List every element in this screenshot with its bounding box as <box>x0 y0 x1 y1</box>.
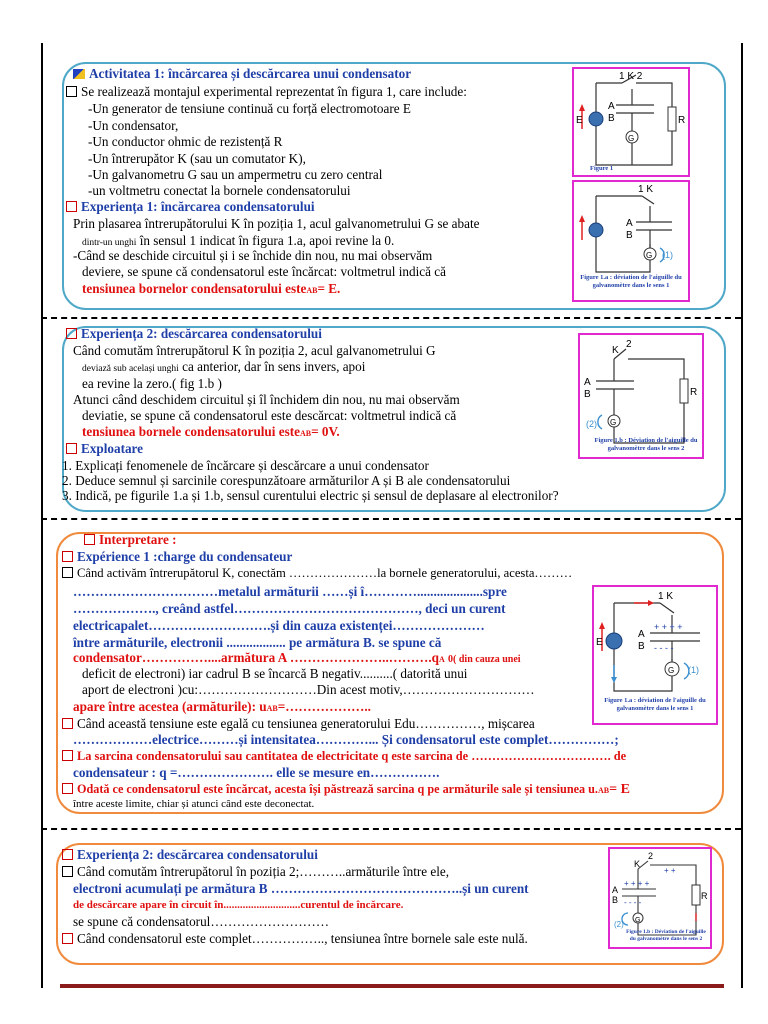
label-a: A <box>612 885 619 895</box>
label-k: 1 K 2 <box>619 71 643 82</box>
label-k: 1 K <box>658 591 674 602</box>
label-r: R <box>678 115 686 126</box>
bullet-icon <box>62 567 73 578</box>
section1-title-line <box>73 66 411 81</box>
figure-caption: Figure 1 <box>590 165 614 172</box>
label-k: 1 K <box>638 184 654 195</box>
bullet-icon <box>62 933 73 944</box>
label-sense-2: (2) <box>614 920 624 929</box>
interp-text: ………………., creând astfel……………………………………, deci un curent <box>73 601 506 616</box>
interp-text: La sarcina condensatorului sau cantitatea de electricitate q este sarcina de ……………………………. de <box>62 749 626 764</box>
label-b: B <box>608 113 615 124</box>
section4-text: de descărcare apare în circuit în............................curentul de încărcare. <box>73 899 404 911</box>
figure-caption: Figure 1.a : déviation de l'aiguille du galvanomètre dans le sens 1 <box>580 274 682 289</box>
label-a: A <box>584 377 591 388</box>
interp-text: Când această tensiune este egală cu tensiunea generatorului Edu……………, mișcarea <box>62 716 535 731</box>
label-sense-1: (1) <box>662 250 673 260</box>
label-g: G <box>646 251 653 260</box>
svg-text:+ +: + + <box>664 866 676 875</box>
section2-text: deviatie, se spune că condensatorul este descărcat: voltmetrul indică că <box>82 408 457 423</box>
label-e: E <box>596 637 603 648</box>
label-sense-2: (2) <box>586 419 597 429</box>
section2-title: Experiența 2: descărcarea condensatorului <box>81 326 322 341</box>
interp-text: între aceste limite, chiar și atunci când este deconectat. <box>73 798 315 810</box>
interp-text: aport de electroni )cu:………………………Din acest motiv,………………………… <box>82 682 535 697</box>
question-item: 2. Deduce semnul și sarcinile corespunzătoare armăturilor A și B ale condensatorului <box>62 473 511 488</box>
bullet-icon <box>66 201 77 212</box>
label-r: R <box>701 891 708 901</box>
interp-text: apare între acestea (armăturile): uAB=……………….. <box>73 699 371 714</box>
label-b: B <box>584 389 591 400</box>
interp-subtitle-line <box>62 549 292 564</box>
list-item: -Un condensator, <box>88 118 179 133</box>
label-b: B <box>612 895 619 905</box>
exp1-text: -Când se deschide circuitul și i se închide din nou, nu mai observăm <box>73 248 433 263</box>
bullet-icon <box>62 750 73 761</box>
figure-caption: Figure 1.b : Déviation de l'aiguille du galvanomètre dans le sens 2 <box>594 437 698 452</box>
label-a: A <box>608 101 615 112</box>
interp-text: ……………………………metalul armăturii ……și î…………....................spre <box>73 584 507 599</box>
bullet-icon <box>66 86 77 97</box>
bullet-icon <box>66 443 77 454</box>
bullet-icon <box>84 534 95 545</box>
section1-title: Activitatea 1: încărcarea și descărcarea unui condensator <box>89 66 412 81</box>
interp-text: între armăturile, electronii .................. pe armătura B. se spune că <box>73 635 442 650</box>
interp-text: deficit de electroni) iar cadrul B se încarcă B negativ..........( datorită unui <box>82 666 468 681</box>
label-b: B <box>626 230 633 241</box>
list-item: -Un conductor ohmic de rezistență R <box>88 134 283 149</box>
figure-caption: Figure 1.a : déviation de l'aiguille du galvanomètre dans le sens 1 <box>604 697 706 712</box>
exploit-title-line <box>66 441 143 456</box>
section4-text: Când condensatorul este complet…………….., tensiunea între bornele sale este nulă. <box>62 931 528 946</box>
label-g: G <box>668 666 675 675</box>
section4-title-line <box>62 847 318 862</box>
interp-title-line <box>84 532 177 547</box>
figure-1b <box>578 333 704 459</box>
pointer-icon <box>73 69 85 79</box>
section1-intro: Se realizează montajul experimental reprezentat în figura 1, care include: <box>81 84 467 99</box>
exp1-text: dintr-un unghi în sensul 1 indicat în figura 1.a, apoi revine la 0. <box>82 233 395 248</box>
separator <box>41 828 741 830</box>
figure-1 <box>572 67 690 177</box>
label-g: G <box>610 418 617 427</box>
label-g: G <box>635 917 641 924</box>
label-2: 2 <box>626 339 632 350</box>
interp-subtitle: Expérience 1 :charge du condensateur <box>77 549 293 564</box>
interp-text: ………………electrice………și intensitatea…………... Și condensatorul este complet……………; <box>73 732 619 747</box>
section2-result: tensiunea bornele condensatorului esteAB= 0V. <box>82 424 340 439</box>
label-e: E <box>576 115 583 126</box>
section2-text: Când comutăm întrerupătorul K în poziția 2, acul galvanometrului G <box>73 343 436 358</box>
figure-1a <box>572 180 690 302</box>
page-bottom-border <box>60 984 724 988</box>
section4-text: Când comutăm întrerupătorul în poziția 2;………..armăturile între ele, <box>62 864 449 879</box>
bullet-icon <box>62 783 73 794</box>
label-a: A <box>626 218 633 229</box>
label-2: 2 <box>648 851 654 861</box>
label-sense-1: (1) <box>688 665 699 675</box>
separator <box>41 317 741 319</box>
separator <box>41 518 741 520</box>
interp-text: Odată ce condensatorul este încărcat, acesta își păstrează sarcina q pe armăturile sale și tensiunea u.AB= E <box>62 782 630 798</box>
figure-1a-charge <box>592 585 718 725</box>
interp-text: electricapalet……………………….și din cauza existenței………………… <box>73 618 485 633</box>
question-item: 1. Explicați fenomenele de încărcare și descărcare a unui condensator <box>62 458 429 473</box>
svg-text:+ + + +: + + + + <box>654 622 683 632</box>
interp-text: Când activăm întrerupătorul K, conectăm …………………la bornele generatorului, acesta……… <box>62 566 572 581</box>
bullet-icon <box>62 718 73 729</box>
exp1-result: tensiunea bornelor condensatorului esteAB= E. <box>82 281 341 296</box>
section2-title-line <box>66 326 322 341</box>
section1-intro-line <box>66 84 467 99</box>
label-g: G <box>628 134 635 143</box>
list-item: -Un galvanometru G sau un ampermetru cu zero central <box>88 167 383 182</box>
list-item: -Un întrerupător K (sau un comutator K), <box>88 151 306 166</box>
section2-text: Atunci când deschidem circuitul și îl închidem din nou, nu mai observăm <box>73 392 460 407</box>
question-item: 3. Indică, pe figurile 1.a și 1.b, sensul curentului electric și sensul de deplasare al electronilor? <box>62 488 559 503</box>
label-b: B <box>638 641 645 652</box>
section2-text: deviază sub același unghi ca anterior, dar în sens invers, apoi <box>82 359 366 374</box>
bullet-icon <box>62 866 73 877</box>
exp1-title: Experiența 1: încărcarea condensatorului <box>81 199 315 214</box>
list-item: -un voltmetru conectat la bornele condensatorului <box>88 183 351 198</box>
figure-caption: Figure 1.b : Déviation de l'aiguille du galvanomètre dans le sens 2 <box>626 929 706 942</box>
interp-text: condensateur : q =…………………. elle se mesure en……………. <box>73 765 440 780</box>
section4-text: electroni acumulați pe armătura B ……………………………………..și un curent <box>73 881 529 896</box>
list-item: -Un generator de tensiune continuă cu forță electromotoare E <box>88 101 411 116</box>
svg-text:+ + + +: + + + + <box>624 879 650 888</box>
figure-1b-discharge <box>608 847 712 949</box>
bullet-icon <box>62 849 73 860</box>
label-k: K <box>634 859 641 869</box>
label-r: R <box>690 387 698 398</box>
interp-text: condensator……………....armătura A …………………..……….qA 0( din cauza unei <box>73 650 521 665</box>
bullet-icon <box>66 328 77 339</box>
label-k: K <box>612 345 619 356</box>
exp1-title-line <box>66 199 315 214</box>
exploit-title: Exploatare <box>81 441 144 456</box>
bullet-icon <box>62 551 73 562</box>
exp1-text: Prin plasarea întrerupătorului K în poziția 1, acul galvanometrului G se abate <box>73 216 480 231</box>
section2-text: ea revine la zero.( fig 1.b ) <box>82 376 222 391</box>
svg-text:- - - -: - - - - <box>654 643 674 653</box>
label-a: A <box>638 629 645 640</box>
interp-title: Interpretare : <box>99 532 177 547</box>
section4-text: se spune că condensatorul……………………… <box>73 914 330 929</box>
svg-text:- - - -: - - - - <box>624 898 642 907</box>
exp1-text: deviere, se spune că condensatorul este încărcat: voltmetrul indică că <box>82 264 446 279</box>
section4-title: Experiența 2: descărcarea condensatorului <box>77 847 318 862</box>
